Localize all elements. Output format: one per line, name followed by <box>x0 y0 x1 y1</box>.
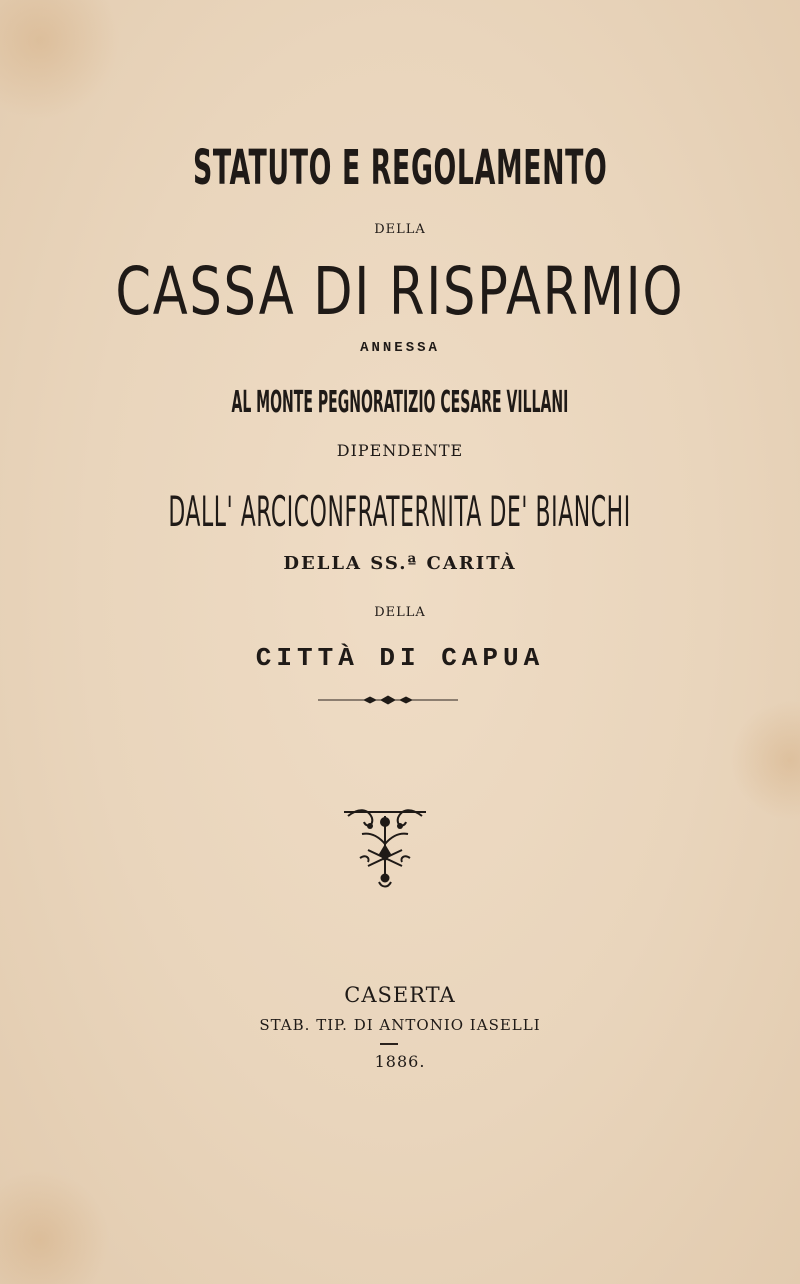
arciconfraternita-line: DALL' ARCICONFRATERNITA DE' BIANCHI <box>168 487 632 536</box>
diamond-rule-icon <box>318 692 458 708</box>
imprint-city: CASERTA <box>344 983 456 1007</box>
paper-stain <box>730 700 800 820</box>
imprint-year: 1886. <box>374 1052 426 1071</box>
paper-stain <box>0 0 120 120</box>
carita-line: DELLA SS.ª CARITÀ <box>283 553 517 574</box>
connector-della: DELLA <box>374 222 426 237</box>
paper-stain <box>0 1170 110 1284</box>
institution-name: CASSA DI RISPARMIO <box>115 253 685 330</box>
dipendente-label: DIPENDENTE <box>336 441 464 460</box>
citta-line: CITTÀ DI CAPUA <box>255 643 545 673</box>
annessa-label: ANNESSA <box>360 340 440 356</box>
imprint-divider <box>380 1043 398 1045</box>
document-heading: STATUTO E REGOLAMENTO <box>192 140 608 196</box>
monte-line: AL MONTE PEGNORATIZIO CESARE VILLANI <box>231 385 569 420</box>
fleuron-ornament-icon <box>340 804 430 888</box>
imprint-printer: STAB. TIP. DI ANTONIO IASELLI <box>259 1016 541 1034</box>
connector-della-2: DELLA <box>374 605 426 620</box>
